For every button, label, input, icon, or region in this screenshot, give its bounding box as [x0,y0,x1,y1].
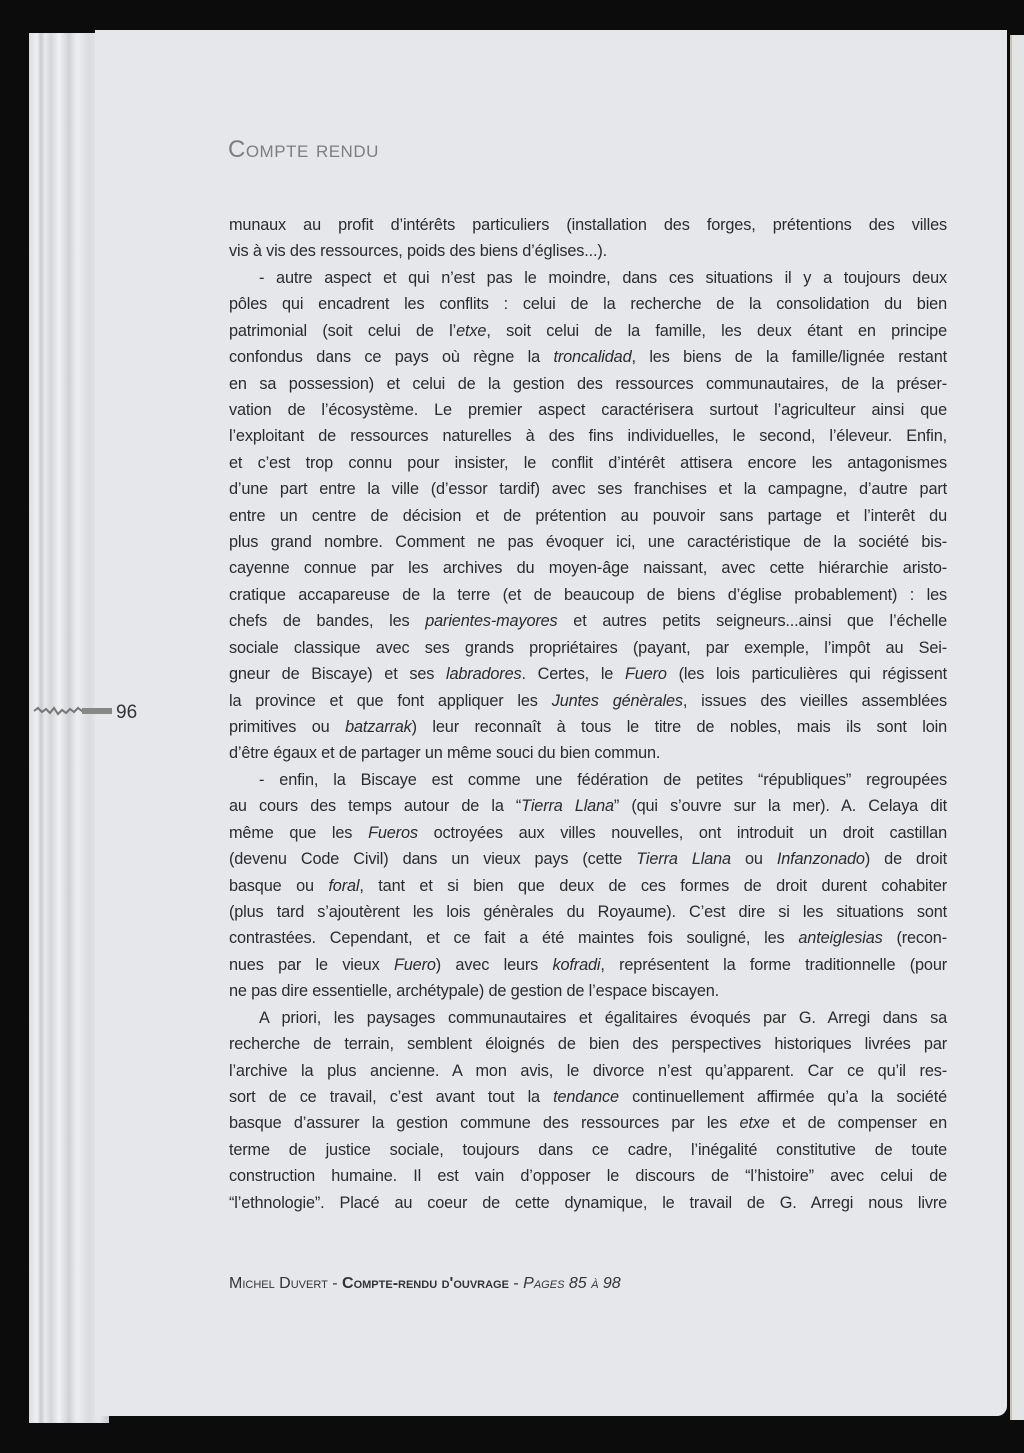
running-header: Compte rendu [228,136,379,163]
text-segment: chefs de bandes, les [229,612,426,631]
text-segment: et de compenser en [769,1114,947,1133]
italic-term: Fuero [625,665,667,684]
text-segment: pôles qui encadrent les conflits : celui de la recherche de la consolidation du bien [229,295,947,314]
text-line [229,714,947,740]
text-line [229,608,947,634]
text-segment: “l’ethnologie”. Placé au coeur de cette dynamique, le travail de G. Arregi nous livre [229,1193,947,1212]
text-segment: , soit celui de la famille, les deux étant en principe [486,321,947,340]
text-segment: sort de ce travail, c’est avant tout la [229,1087,554,1106]
text-segment: ) leur reconnaît à tous le titre de nobles, mais ils sont loin [411,718,947,737]
text-segment: octroyées aux villes nouvelles, ont introduit un droit castillan [417,823,947,842]
text-line [229,952,947,978]
text-segment: - enfin, la Biscaye est comme une fédération de petites “républiques” regroupées [259,770,947,789]
text-line [229,397,947,423]
text-line [229,1190,947,1216]
text-segment: ) de droit [864,850,947,869]
text-segment: basque d’assurer la gestion commune des ressources par les [229,1114,740,1133]
text-line [229,1110,947,1136]
text-segment: ou [730,850,777,869]
text-line [229,582,947,608]
body-text [229,212,947,1216]
text-line [229,661,947,687]
text-segment: entre un centre de décision et de prétention au pouvoir sans partage et l’interêt du [229,506,947,525]
text-segment: ) avec leurs [435,955,553,974]
text-line [229,476,947,502]
text-segment: , tant et si bien que deux de ces formes de droit durent cohabiter [359,876,947,895]
text-segment: basque ou [229,876,329,895]
text-segment: contrastées. Cependant, et ce fait a été maintes fois souligné, les [229,929,799,948]
italic-term: tendance [553,1087,619,1106]
text-line [229,529,947,555]
text-segment: . Certes, le [521,665,625,684]
text-segment: munaux au profit d’intérêts particuliers (installation des forges, prétentions des villes [229,216,947,234]
text-line [229,291,947,317]
text-segment: continuellement affirmée qu’a la société [618,1087,947,1106]
text-segment: (devenu Code Civil) dans un vieux pays (cette [229,850,637,869]
text-line [229,238,947,264]
text-segment: et c’est trop connu pour insister, le conflit d’intérêt attisera encore les antagonismes [229,453,947,472]
text-segment: (les lois particulières qui régissent [666,665,947,684]
text-line [229,555,947,581]
text-segment: et autres petits seigneurs...ainsi que l’échelle [557,612,947,631]
text-line [229,423,947,449]
text-segment: gneur de Biscaye) et ses [229,665,447,684]
text-segment: vation de l’écosystème. Le premier aspect caractérisera surtout l’agriculteur ainsi que [229,400,947,419]
text-line [229,925,947,951]
text-line [229,688,947,714]
text-line [229,1137,947,1163]
text-segment: , issues des vieilles assemblées [682,691,947,710]
text-line [229,740,947,766]
text-line [229,1005,947,1031]
text-line [229,1058,947,1084]
text-line [229,1084,947,1110]
text-segment: cayenne connue par les archives du moyen-âge naissant, avec cette hiérarchie aristo- [229,559,947,578]
text-line [229,1163,947,1189]
italic-term: Fuero [393,955,436,974]
next-page-edge [1010,35,1024,1420]
italic-term: batzarrak [345,718,412,737]
text-segment: d’être égaux et de partager un même souci du bien commun. [229,744,661,763]
text-segment: , les biens de la famille/lignée restant [631,348,947,367]
footer-pages: 85 à 98 [564,1275,621,1292]
text-segment: vis à vis des ressources, poids des biens d’églises...). [229,242,608,261]
text-line [229,978,947,1004]
text-line [229,318,947,344]
text-line [229,212,947,238]
italic-term: troncalidad [553,348,632,367]
text-segment: recherche de terrain, semblent éloignés de bien des perspectives historiques livrées par [229,1035,947,1054]
text-segment: l’archive la plus ancienne. A mon avis, le divorce n’est qu’apparent. Car ce qu’il res- [229,1061,947,1080]
footer-author: Michel Duvert [229,1275,328,1292]
text-segment: ne pas dire essentielle, archétypale) de gestion de l’espace biscayen. [229,982,720,1001]
text-line [229,344,947,370]
footer-separator: - [327,1275,343,1292]
text-line [229,265,947,291]
text-segment: (recon- [882,929,947,948]
text-segment: sociale classique avec ses grands propriétaires (payant, par exemple, l’impôt au Sei- [229,638,947,657]
footer-title: Compte-rendu d'ouvrage [342,1275,509,1292]
italic-term: Fueros [368,823,418,842]
footer-separator: - [508,1275,524,1292]
italic-term: parientes-mayores [425,612,558,631]
text-segment: , représentent la forme traditionnelle (pour [600,955,947,974]
text-segment: ” (qui s’ouvre sur la mer). A. Celaya dit [613,797,947,816]
italic-term: kofradi [552,955,601,974]
text-line [229,450,947,476]
text-segment: en sa possession) et celui de la gestion des ressources communautaires, de la préser- [229,374,947,393]
italic-term: anteiglesias [798,929,883,948]
italic-term: labradores [446,665,522,684]
text-line [229,767,947,793]
text-segment: primitives ou [229,718,346,737]
text-line [229,793,947,819]
italic-term: Tierra Llana [636,850,731,869]
page-thumb-marker [32,706,112,716]
italic-term: Infanzonado [776,850,865,869]
text-segment: plus grand nombre. Comment ne pas évoquer ici, une caractéristique de la société bis- [229,533,947,552]
italic-term: Juntes génèrales [551,691,683,710]
text-segment: d’une part entre la ville (d’essor tardif) avec ses franchises et la campagne, d’autre part [229,480,947,499]
text-line [229,371,947,397]
text-segment: au cours des temps autour de la “ [229,797,522,816]
page-number: 96 [116,702,138,723]
text-line [229,1031,947,1057]
text-segment: - autre aspect et qui n’est pas le moindre, dans ces situations il y a toujours deux [259,268,947,287]
running-footer [229,1275,621,1293]
text-line [229,846,947,872]
text-line [229,503,947,529]
italic-term: etxe [456,321,487,340]
text-line [229,899,947,925]
text-segment: patrimonial (soit celui de l’ [229,321,457,340]
text-segment: A priori, les paysages communautaires et égalitaires évoqués par G. Arregi dans sa [259,1008,947,1027]
text-segment: nues par le vieux [229,955,394,974]
text-segment: construction humaine. Il est vain d’opposer le discours de “l’histoire” avec celui de [229,1167,947,1186]
text-line [229,820,947,846]
text-line [229,635,947,661]
italic-term: Tierra Llana [521,797,614,816]
text-segment: la province et que font appliquer les [229,691,552,710]
text-line [229,873,947,899]
text-segment: l’exploitant de ressources naturelles à des fins individuelles, le second, l’éleveur. Enfin, [229,427,947,446]
text-segment: confondus dans ce pays où règne la [229,348,554,367]
footer-pages-label: Pages [523,1275,565,1292]
italic-term: foral [328,876,360,895]
text-segment: cratique accapareuse de la terre (et de beaucoup de biens d’église probablement) : les [229,585,947,604]
text-segment: (plus tard s’ajoutèrent les lois génèrales du Royaume). C’est dire si les situations sont [229,902,947,921]
italic-term: etxe [739,1114,770,1133]
text-segment: terme de justice sociale, toujours dans ce cadre, l’inégalité constitutive de toute [229,1140,947,1159]
text-segment: même que les [229,823,369,842]
